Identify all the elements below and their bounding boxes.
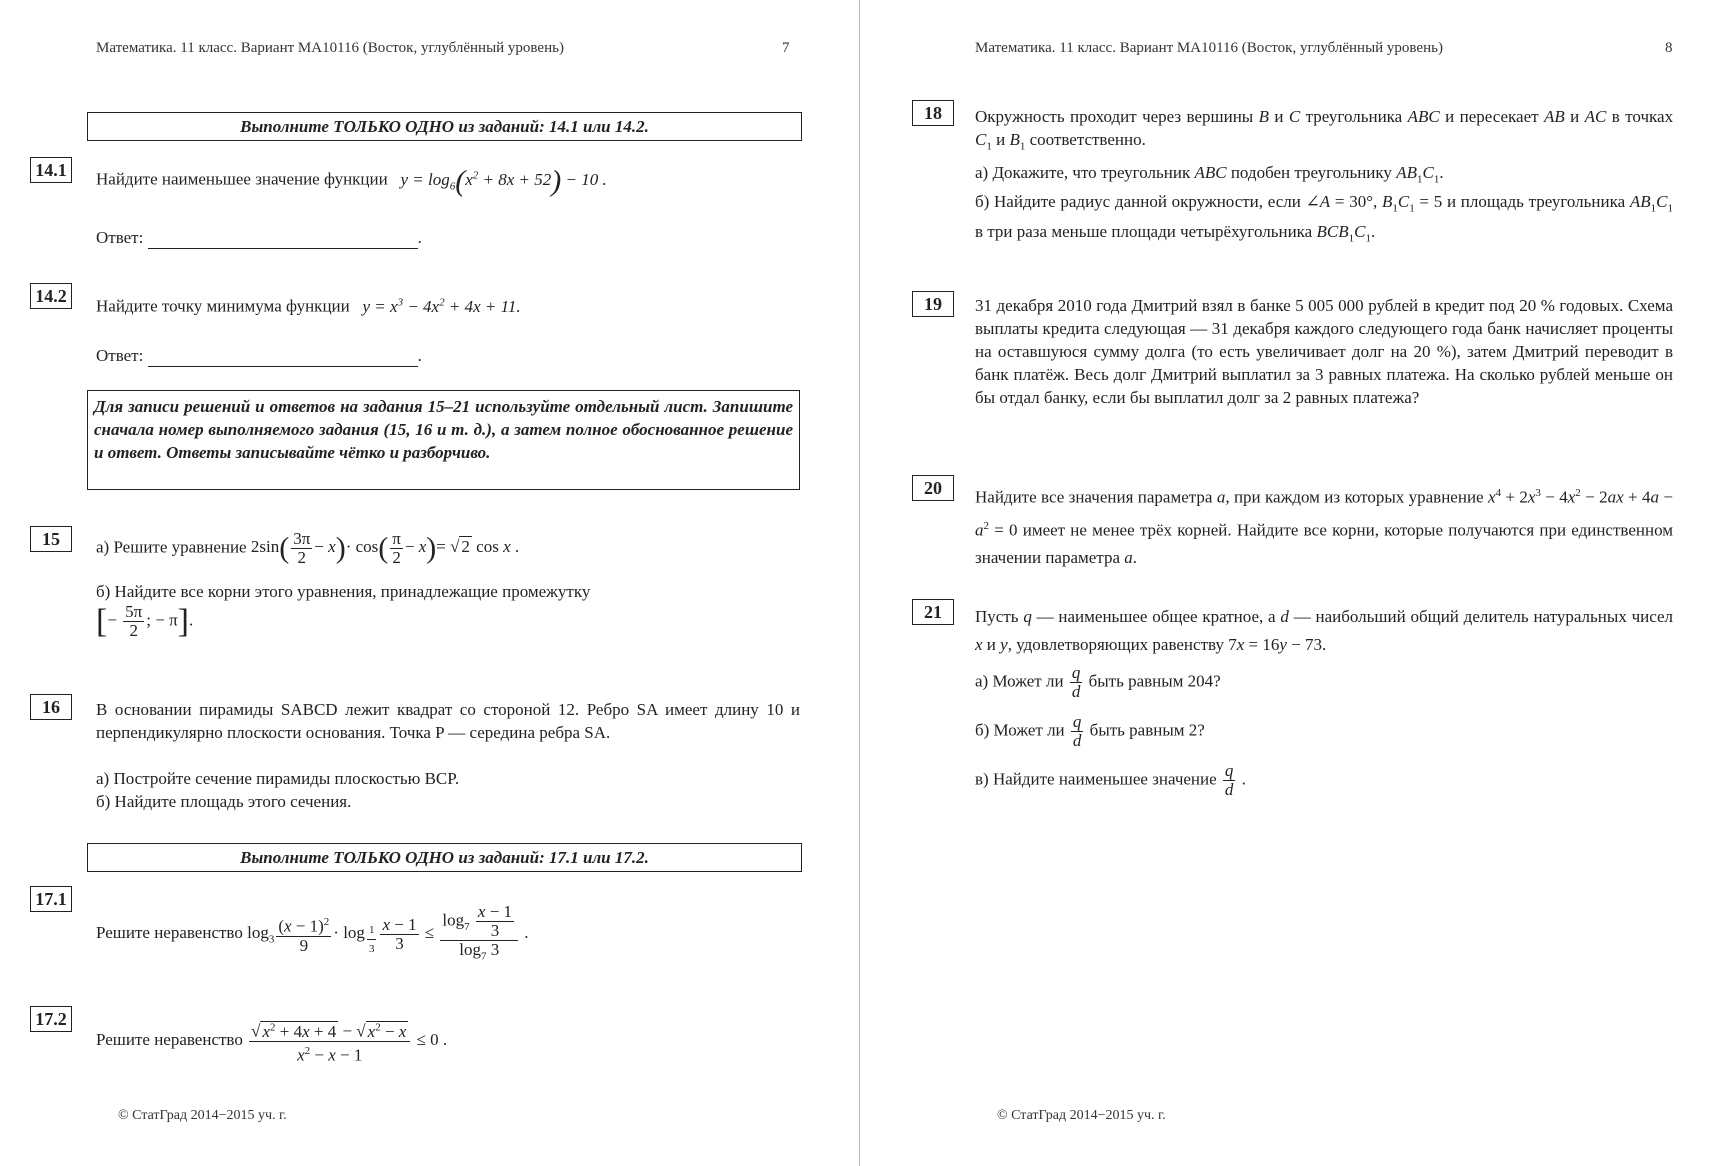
task-number-15: 15 bbox=[30, 526, 72, 552]
choice-banner-14: Выполните ТОЛЬКО ОДНО из заданий: 14.1 или 14.2. bbox=[87, 112, 802, 141]
task-21-b: б) Может ли $\frac{q}{d}$ быть равным 2? bbox=[975, 712, 1205, 750]
task-20-text-3: имеет не менее трёх корней. Найдите все корни, которые получаются при единственном значении параметра bbox=[975, 520, 1674, 568]
task-17-1 bbox=[96, 903, 529, 965]
answer-line[interactable] bbox=[148, 232, 418, 249]
answer-label: Ответ: bbox=[96, 228, 144, 247]
task-number-21: 21 bbox=[912, 599, 954, 625]
page-number: 8 bbox=[1665, 40, 1673, 56]
task-21-c-text: в) Найдите наименьшее значение bbox=[975, 769, 1217, 789]
right-page bbox=[862, 0, 1720, 1166]
task-14-1-formula: $y = \log_6(x^2 + 8x + 52) - 10$ . bbox=[391, 164, 607, 198]
task-18-a: а) Докажите, что треугольник ABC подобен треугольнику $AB_1C_1$. bbox=[975, 163, 1444, 186]
task-14-1-prompt: Найдите наименьшее значение функции bbox=[96, 169, 388, 189]
task-number-17-1: 17.1 bbox=[30, 886, 72, 912]
task-21-text-2: — наименьшее общее кратное, а bbox=[1036, 607, 1276, 626]
page-number: 7 bbox=[782, 40, 790, 56]
task-number-14-1: 14.1 bbox=[30, 157, 72, 183]
task-21-text-1: Пусть bbox=[975, 607, 1019, 626]
task-number-18: 18 bbox=[912, 100, 954, 126]
task-15-b-text: б) Найдите все корни этого уравнения, принадлежащие промежутку bbox=[96, 582, 591, 601]
task-20-text-1: Найдите все значения параметра bbox=[975, 487, 1213, 507]
task-21-text-3: — наибольший общий делитель натуральных чисел bbox=[1293, 607, 1674, 626]
answer-end: . bbox=[417, 228, 422, 247]
page-header: Математика. 11 класс. Вариант МА10116 (Восток, углублённый уровень) bbox=[975, 40, 1443, 56]
task-19-text: 31 декабря 2010 года Дмитрий взял в банке 5 005 000 рублей в кредит под 20 % годовых. Схема выплаты кредита следующая — 31 декабря каждого следующего года банк начисляет проценты на оставшуюся сумму долга (то есть увеличивает долг на 20 %), затем Дмитрий переводит в банк платёж. Весь долг Дмитрий выплатил за 3 равных платежа. На сколько рублей меньше он бы отдал банку, если бы выплатил долг за 2 равных платежа? bbox=[975, 296, 1673, 407]
task-18-intro-2: треугольника bbox=[1305, 107, 1403, 126]
task-16-b: б) Найдите площадь этого сечения. bbox=[96, 792, 352, 811]
instructions-box: Для записи решений и ответов на задания 15–21 используйте отдельный лист. Запишите сначала номер выполняемого задания (15, 16 и т. д.), а затем полное обоснованное решение и ответ. Ответы записывайте чётко и разборчиво. bbox=[87, 390, 800, 490]
task-18-intro-5: соответственно. bbox=[1029, 130, 1146, 149]
task-17-1-inequality: $\log_3$ $\frac{(x - 1)^2}{9}$ · log $_{\frac{1}{3}}$ $\frac{x - 1}{3}$ ≤ $\log_7$ $\frac{x - 1}{3}$ $\log_7 3$ . bbox=[247, 902, 529, 963]
task-18-b-text: б) Найдите радиус данной окружности, если bbox=[975, 192, 1301, 211]
task-18-intro-1: Окружность проходит через вершины bbox=[975, 107, 1254, 126]
task-17-2-text: Решите неравенство bbox=[96, 1030, 243, 1050]
task-20-text: Найдите все значения параметра a, при каждом из которых уравнение $x^4 + 2x^3 - 4x^2 - 2ax + 4a - a^2 = 0$ имеет не менее трёх корней. Найдите все корни, которые получаются при единственном значении параметра a. bbox=[975, 487, 1674, 568]
answer-end: . bbox=[417, 346, 422, 365]
task-21-text: Пусть q — наименьшее общее кратное, а d — наибольший общий делитель натуральных чисел x и y, удовлетворяющих равенству 7x = 16y − 73. bbox=[975, 607, 1674, 654]
task-21-a: а) Может ли $\frac{q}{d}$ быть равным 204? bbox=[975, 663, 1221, 701]
task-15-a bbox=[96, 530, 519, 567]
task-21-a-text: а) Может ли bbox=[975, 671, 1064, 691]
task-17-2 bbox=[96, 1018, 447, 1064]
task-number-14-2: 14.2 bbox=[30, 283, 72, 309]
choice-banner-17: Выполните ТОЛЬКО ОДНО из заданий: 17.1 или 17.2. bbox=[87, 843, 802, 872]
task-17-2-inequality: $\frac{√ x^2 + 4x + 4 - √ x^2 - x}{x^2 - x - 1}$ ≤ 0 . bbox=[247, 1030, 447, 1049]
task-18-intro-4: в точках bbox=[1611, 107, 1674, 126]
task-20-text-2: , при каждом из которых уравнение bbox=[1225, 487, 1484, 507]
task-number-19: 19 bbox=[912, 291, 954, 317]
task-16-text: В основании пирамиды SABCD лежит квадрат со стороной 12. Ребро SA имеет длину 10 и перпендикулярно плоскости основания. Точка P — середина ребра SA. bbox=[96, 700, 800, 742]
answer-label: Ответ: bbox=[96, 346, 144, 365]
task-14-2-formula: $y = x^3 - 4x^2 + 4x + 11$. bbox=[354, 296, 521, 316]
page-footer: © СтатГрад 2014−2015 уч. г. bbox=[118, 1108, 287, 1123]
task-21-text-5: , удовлетворяющих равенству bbox=[1007, 635, 1224, 654]
task-14-2-text bbox=[96, 291, 521, 318]
task-18-b-end: в три раза меньше площади четырёхугольника bbox=[975, 222, 1313, 242]
task-18-intro: Окружность проходит через вершины B и C треугольника ABC и пересекает AB и AC в точках $C_1$ и $B_1$ соответственно. bbox=[975, 107, 1674, 153]
answer-line[interactable] bbox=[148, 350, 418, 367]
task-16-a: а) Постройте сечение пирамиды плоскостью BCP. bbox=[96, 769, 460, 788]
task-18-a-text: а) Докажите, что треугольник bbox=[975, 163, 1191, 182]
task-21-c: в) Найдите наименьшее значение $\frac{q}{d}$ . bbox=[975, 761, 1246, 799]
task-number-20: 20 bbox=[912, 475, 954, 501]
task-18-intro-3: и пересекает bbox=[1445, 107, 1539, 126]
task-14-2-answer bbox=[96, 344, 422, 367]
task-15-a-text: а) Решите уравнение bbox=[96, 537, 247, 557]
task-18-a-mid: подобен треугольнику bbox=[1230, 163, 1392, 182]
task-21-text-4: и bbox=[986, 635, 996, 654]
task-21-b-end: быть равным 2? bbox=[1089, 720, 1205, 740]
page-header: Математика. 11 класс. Вариант МА10116 (Восток, углублённый уровень) bbox=[96, 40, 564, 56]
task-15-interval: [− $\frac{5\pi}{2}$ ; − π]. bbox=[96, 602, 194, 640]
task-14-2-prompt: Найдите точку минимума функции bbox=[96, 296, 350, 316]
task-18-b-mid: и площадь треугольника bbox=[1446, 192, 1626, 211]
task-15-equation: 2sin( $\frac{3\pi}{2}$ − x)· cos( $\frac{\pi}{2}$ − x)= √ 2 cos x . bbox=[250, 529, 520, 567]
task-21-b-text: б) Может ли bbox=[975, 720, 1065, 740]
task-17-1-text: Решите неравенство bbox=[96, 923, 243, 943]
task-number-16: 16 bbox=[30, 694, 72, 720]
task-14-1-text bbox=[96, 164, 607, 198]
task-21-a-end: быть равным 204? bbox=[1088, 671, 1221, 691]
page-footer: © СтатГрад 2014−2015 уч. г. bbox=[997, 1108, 1166, 1123]
task-number-17-2: 17.2 bbox=[30, 1006, 72, 1032]
task-14-1-answer bbox=[96, 226, 422, 249]
task-18-b: б) Найдите радиус данной окружности, если ∠A = 30°, $B_1C_1 = 5$ и площадь треугольника $AB_1C_1$ в три раза меньше площади четырёхугольника $BCB_1C_1$. bbox=[975, 192, 1674, 245]
